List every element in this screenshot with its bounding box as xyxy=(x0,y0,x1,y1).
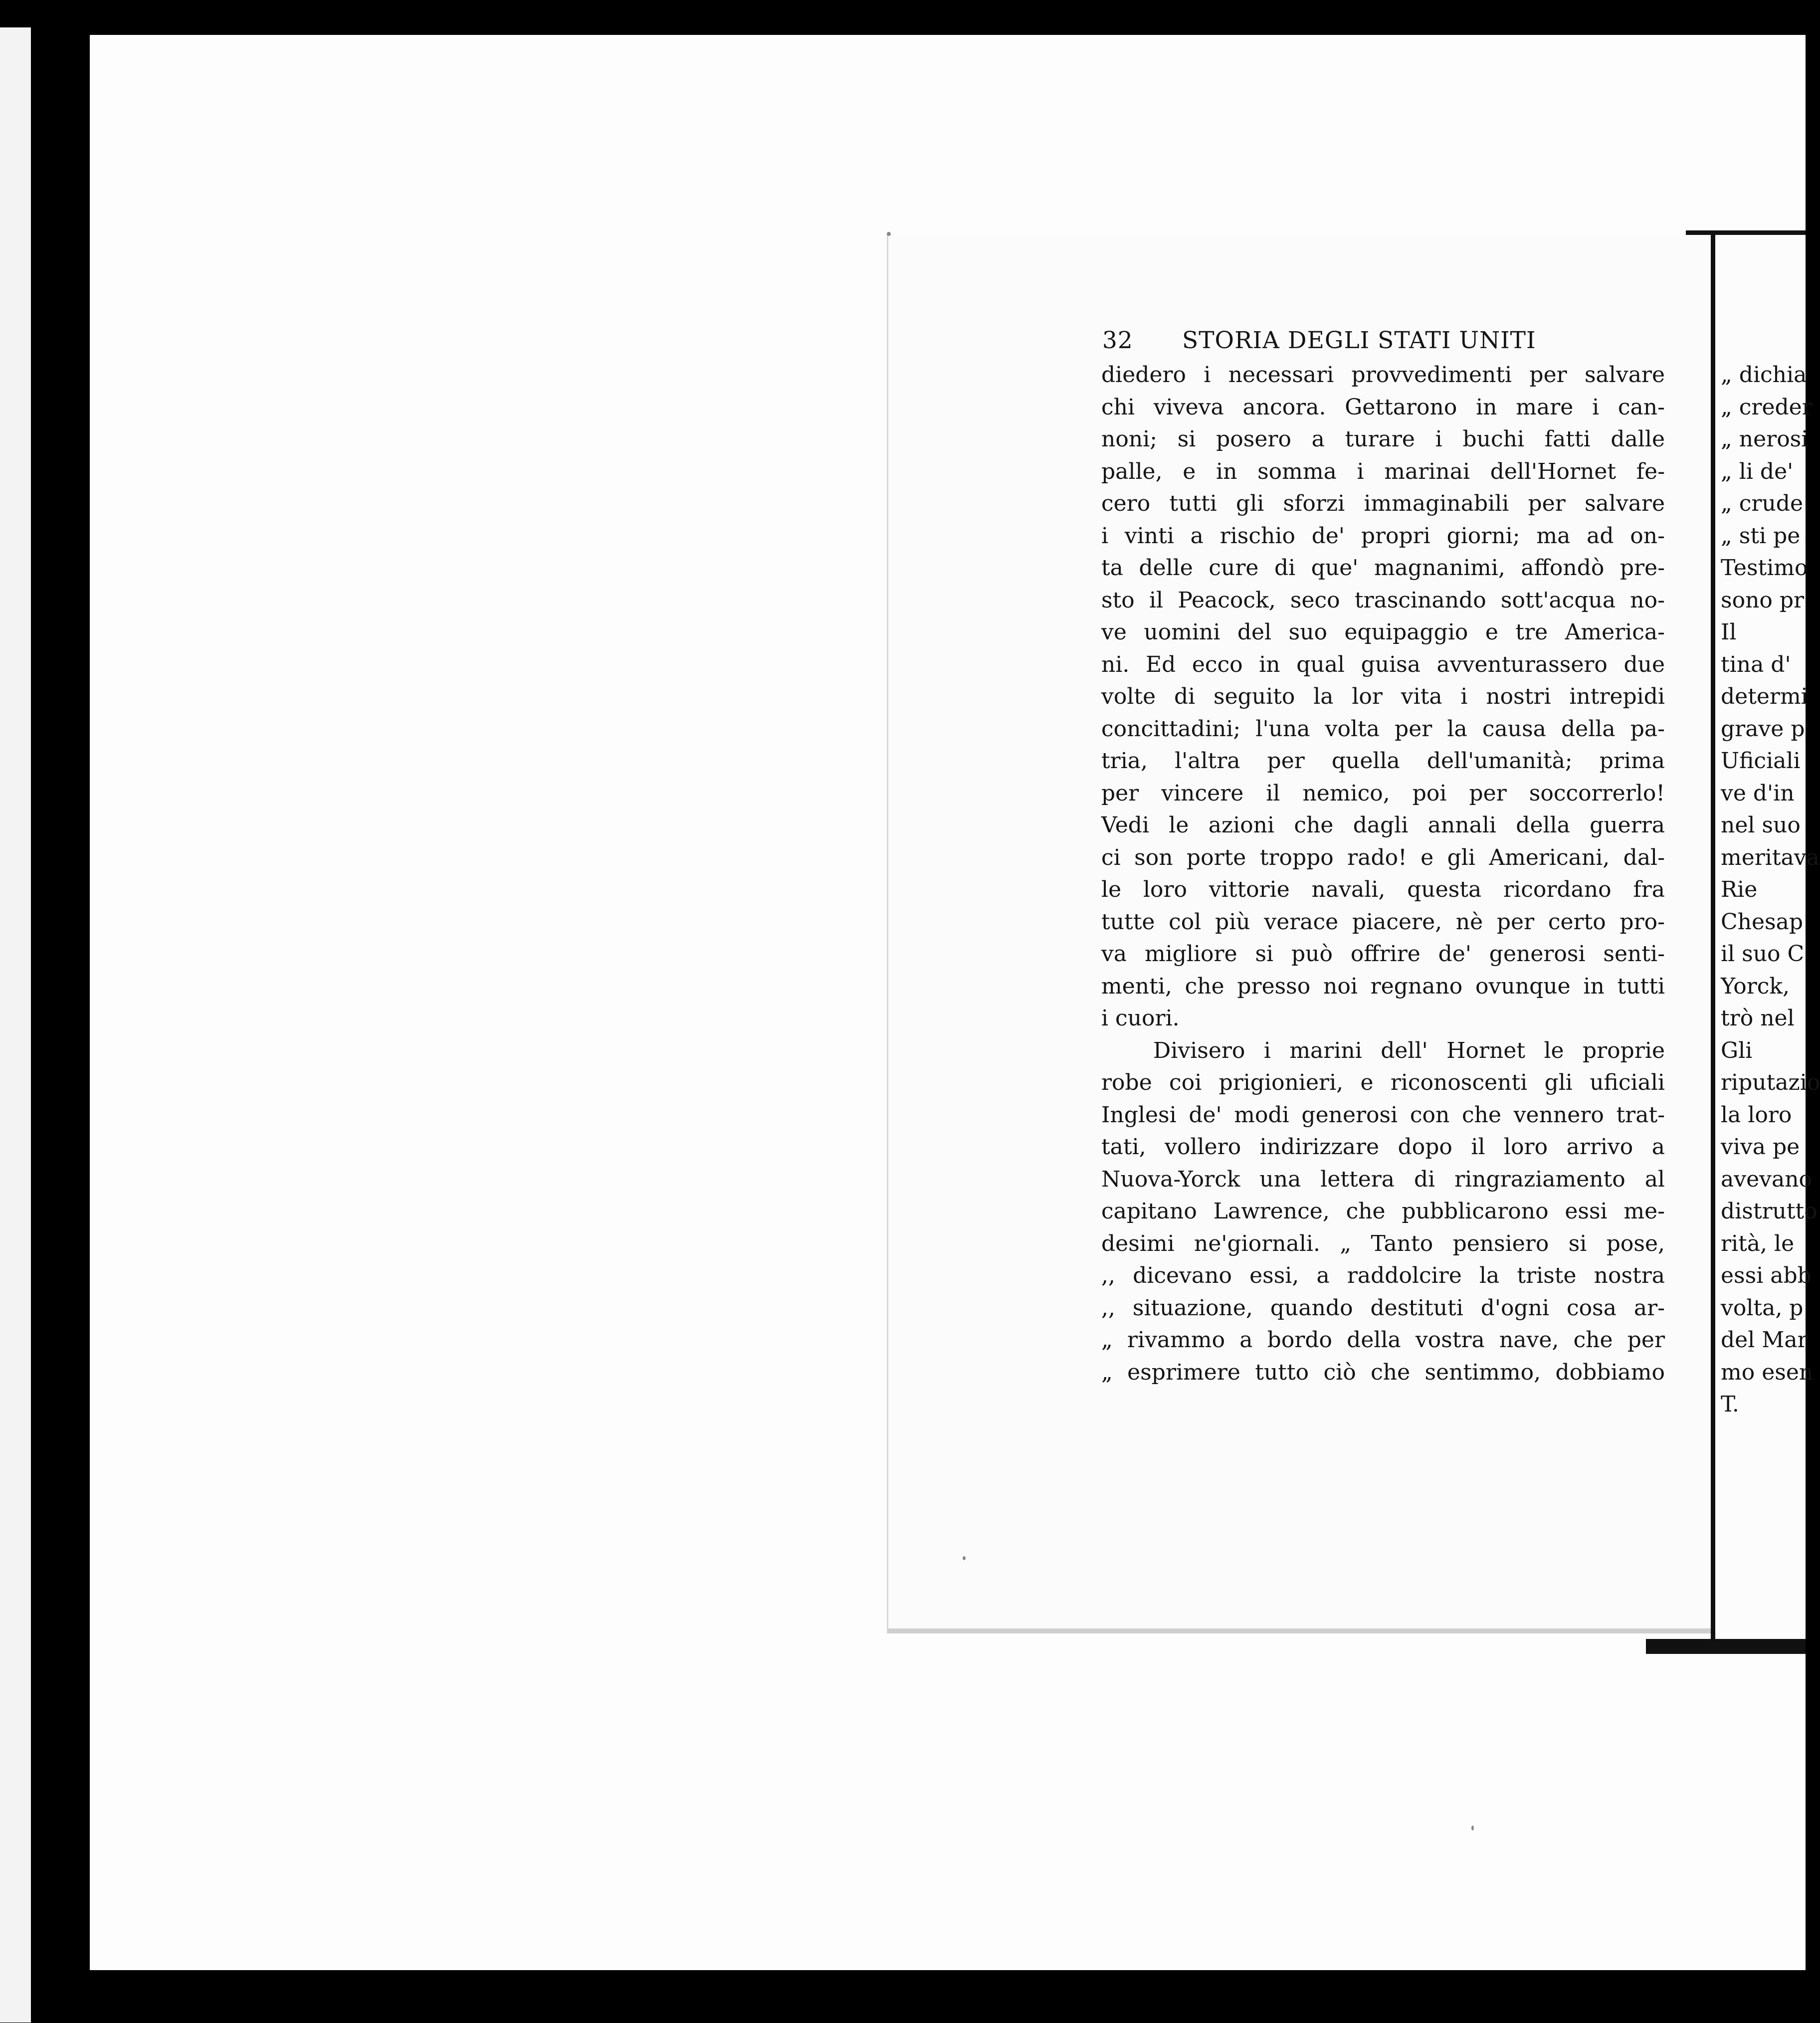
text-line: ve uomini del suo equipaggio e tre America- xyxy=(1101,619,1665,645)
facing-text-line: tina d' xyxy=(1721,651,1791,677)
text-line: tutte col più verace piacere, nè per certo pro- xyxy=(1101,909,1665,935)
facing-text-line: la loro xyxy=(1721,1102,1792,1128)
facing-text-line: riputazio xyxy=(1721,1070,1820,1095)
facing-text-line: Uficiali xyxy=(1721,748,1801,774)
text-line: diedero i necessari provvedimenti per salvare xyxy=(1101,362,1665,388)
text-line: chi viveva ancora. Gettarono in mare i can- xyxy=(1101,394,1665,420)
dust-speck xyxy=(963,1556,966,1560)
text-line: Vedi le azioni che dagli annali della guerra xyxy=(1101,812,1665,838)
text-line: Divisero i marini dell' Hornet le proprie xyxy=(1153,1037,1665,1063)
facing-text-line: meritava xyxy=(1721,844,1820,870)
facing-page-text xyxy=(1721,359,1820,1421)
facing-text-line: avevano xyxy=(1721,1166,1813,1192)
facing-text-line: Yorck, xyxy=(1721,973,1790,999)
text-line: Nuova-Yorck una lettera di ringraziamento al xyxy=(1101,1166,1665,1192)
facing-text-line: nel suo xyxy=(1721,812,1801,838)
text-line: ,, situazione, quando destituti d'ogni cosa ar- xyxy=(1101,1295,1665,1321)
facing-text-line: „ li de' xyxy=(1721,458,1794,484)
page-spine-top xyxy=(1686,230,1806,235)
facing-text-line: Testimo xyxy=(1721,555,1808,581)
text-line: ta delle cure di que' magnanimi, affondò pre- xyxy=(1101,555,1665,581)
running-head xyxy=(1102,327,1656,362)
facing-text-line: del Mar xyxy=(1721,1327,1808,1353)
facing-text-line: Il xyxy=(1721,619,1737,645)
dust-speck xyxy=(1471,1825,1474,1830)
facing-text-line: grave p xyxy=(1721,716,1805,742)
text-line: sto il Peacock, seco trascinando sott'acqua no- xyxy=(1101,587,1665,613)
left-margin-strip xyxy=(0,27,31,2023)
facing-text-line: viva pe xyxy=(1721,1134,1800,1160)
text-line: ni. Ed ecco in qual guisa avventurassero due xyxy=(1101,651,1665,677)
body-text xyxy=(1101,359,1665,1389)
facing-text-line: il suo C xyxy=(1721,941,1805,967)
text-line: „ rivammo a bordo della vostra nave, che per xyxy=(1101,1327,1665,1353)
facing-text-line: „ sti pe xyxy=(1721,523,1801,549)
facing-text-line: mo esen xyxy=(1721,1359,1814,1385)
text-line: palle, e in somma i marinai dell'Hornet fe- xyxy=(1101,458,1665,484)
facing-text-line: „ dichia xyxy=(1721,362,1807,388)
facing-text-line: „ crude xyxy=(1721,491,1803,516)
page-spine-line xyxy=(1711,230,1715,1643)
text-line: Inglesi de' modi generosi con che vennero trat- xyxy=(1101,1102,1665,1128)
facing-text-line: sono pr xyxy=(1721,587,1805,613)
page-heading: STORIA DEGLI STATI UNITI xyxy=(1182,327,1536,354)
text-line: i cuori. xyxy=(1101,1006,1180,1031)
page-spine-bottom xyxy=(1646,1639,1806,1654)
facing-text-line: Chesap xyxy=(1721,909,1804,935)
facing-text-line: distrutto xyxy=(1721,1199,1818,1224)
text-line: ,, dicevano essi, a raddolcire la triste nostra xyxy=(1101,1263,1665,1288)
dust-speck xyxy=(887,232,891,236)
page-number: 32 xyxy=(1102,327,1133,354)
facing-text-line: „ creder xyxy=(1721,394,1813,420)
facing-text-line: „ nerosi xyxy=(1721,426,1809,452)
facing-text-line: T. xyxy=(1721,1392,1739,1417)
facing-text-line: Gli xyxy=(1721,1037,1753,1063)
text-line: tria, l'altra per quella dell'umanità; prima xyxy=(1101,748,1665,774)
text-line: le loro vittorie navali, questa ricordano fra xyxy=(1101,877,1665,902)
text-line: concittadini; l'una volta per la causa della pa- xyxy=(1101,716,1665,742)
facing-text-line: Rie xyxy=(1721,877,1758,902)
facing-text-line: rità, le xyxy=(1721,1230,1795,1256)
text-line: noni; si posero a turare i buchi fatti dalle xyxy=(1101,426,1665,452)
text-line: menti, che presso noi regnano ovunque in tutti xyxy=(1101,973,1665,999)
facing-text-line: determi xyxy=(1721,684,1808,709)
text-line: cero tutti gli sforzi immaginabili per salvare xyxy=(1101,491,1665,516)
text-line: per vincere il nemico, poi per soccorrerlo! xyxy=(1101,780,1665,806)
text-line: volte di seguito la lor vita i nostri intrepidi xyxy=(1101,684,1665,709)
text-line: „ esprimere tutto ciò che sentimmo, dobbiamo xyxy=(1101,1359,1665,1385)
facing-text-line: volta, p xyxy=(1721,1295,1804,1321)
facing-text-line: trò nel xyxy=(1721,1006,1795,1031)
text-line: capitano Lawrence, che pubblicarono essi me- xyxy=(1101,1199,1665,1224)
facing-text-line: ve d'in xyxy=(1721,780,1795,806)
text-line: desimi ne'giornali. „ Tanto pensiero si pose, xyxy=(1101,1230,1665,1256)
text-line: ci son porte troppo rado! e gli Americani, dal- xyxy=(1101,844,1665,870)
text-line: i vinti a rischio de' propri giorni; ma ad on- xyxy=(1101,523,1665,549)
text-line: tati, vollero indirizzare dopo il loro arrivo a xyxy=(1101,1134,1665,1160)
text-line: robe coi prigionieri, e riconoscenti gli uficiali xyxy=(1101,1070,1665,1095)
text-line: va migliore si può offrire de' generosi senti- xyxy=(1101,941,1665,967)
facing-text-line: essi abb xyxy=(1721,1263,1812,1288)
